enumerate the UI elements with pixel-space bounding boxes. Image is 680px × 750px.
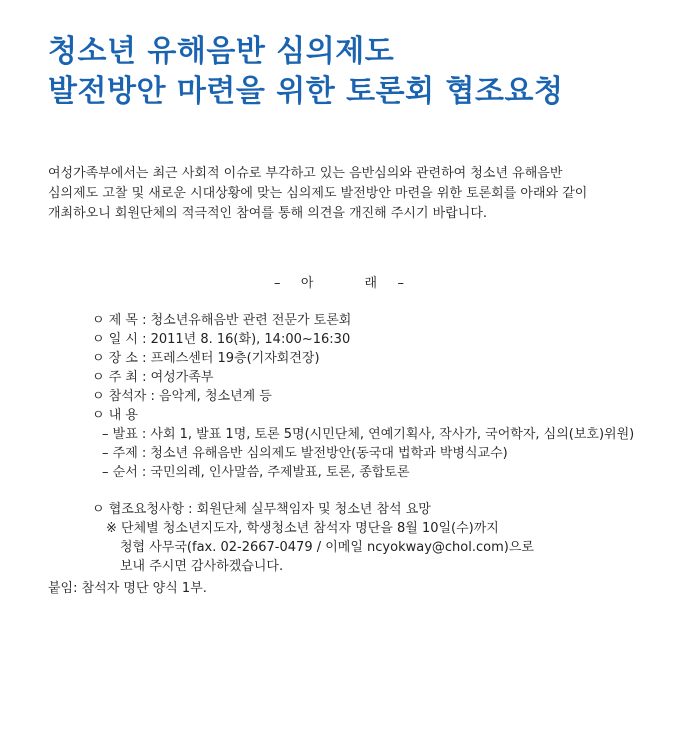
title-line-1: 청소년 유해음반 심의제도 <box>48 34 395 69</box>
request-note-line-3: 보내 주시면 감사하겠습니다. <box>120 559 284 574</box>
request-main: ㅇ 협조요청사항 : 회원단체 실무책임자 및 청소년 참석 요망 <box>92 502 431 517</box>
item-date: ㅇ 일 시 : 2011년 8. 16(화), 14:00~16:30 <box>92 332 351 347</box>
item-content: ㅇ 내 용 <box>92 408 138 423</box>
item-participants: ㅇ 참석자 : 음악계, 청소년계 등 <box>92 389 272 404</box>
title-line-2: 발전방안 마련을 위한 토론회 협조요청 <box>48 74 564 109</box>
content-presentation: – 발표 : 사회 1, 발표 1명, 토론 5명(시민단체, 연예기획사, 작사가, 국어학자, 심의(보호)위원) <box>102 427 635 442</box>
intro-line-3: 개최하오니 회원단체의 적극적인 참여를 통해 의견을 개진해 주시기 바랍니다. <box>48 206 488 221</box>
attachment-note: 붙임: 참석자 명단 양식 1부. <box>48 581 207 596</box>
document-title <box>48 32 563 112</box>
ahrae-heading: – 아 래 – <box>274 276 406 291</box>
event-details <box>92 311 634 576</box>
intro-line-2: 심의제도 고찰 및 새로운 시대상황에 맞는 심의제도 발전방안 마련을 위한 토론회를 아래와 같이 <box>48 186 588 201</box>
item-place: ㅇ 장 소 : 프레스센터 19층(기자회견장) <box>92 351 320 366</box>
item-title: ㅇ 제 목 : 청소년유해음반 관련 전문가 토론회 <box>92 313 352 328</box>
content-order: – 순서 : 국민의례, 인사말씀, 주제발표, 토론, 종합토론 <box>102 465 410 480</box>
spacer <box>92 482 634 500</box>
intro-paragraph <box>48 164 648 224</box>
item-host: ㅇ 주 최 : 여성가족부 <box>92 370 214 385</box>
request-note-line-2: 청협 사무국(fax. 02-2667-0479 / 이메일 ncyokway@chol.com)으로 <box>120 540 534 555</box>
request-note: ※ 단체별 청소년지도자, 학생청소년 참석자 명단을 8월 10일(수)까지 <box>106 521 499 536</box>
intro-line-1: 여성가족부에서는 최근 사회적 이슈로 부각하고 있는 음반심의와 관련하여 청소년 유해음반 <box>48 166 563 181</box>
content-topic: – 주제 : 청소년 유해음반 심의제도 발전방안(동국대 법학과 박병식교수) <box>102 446 508 461</box>
